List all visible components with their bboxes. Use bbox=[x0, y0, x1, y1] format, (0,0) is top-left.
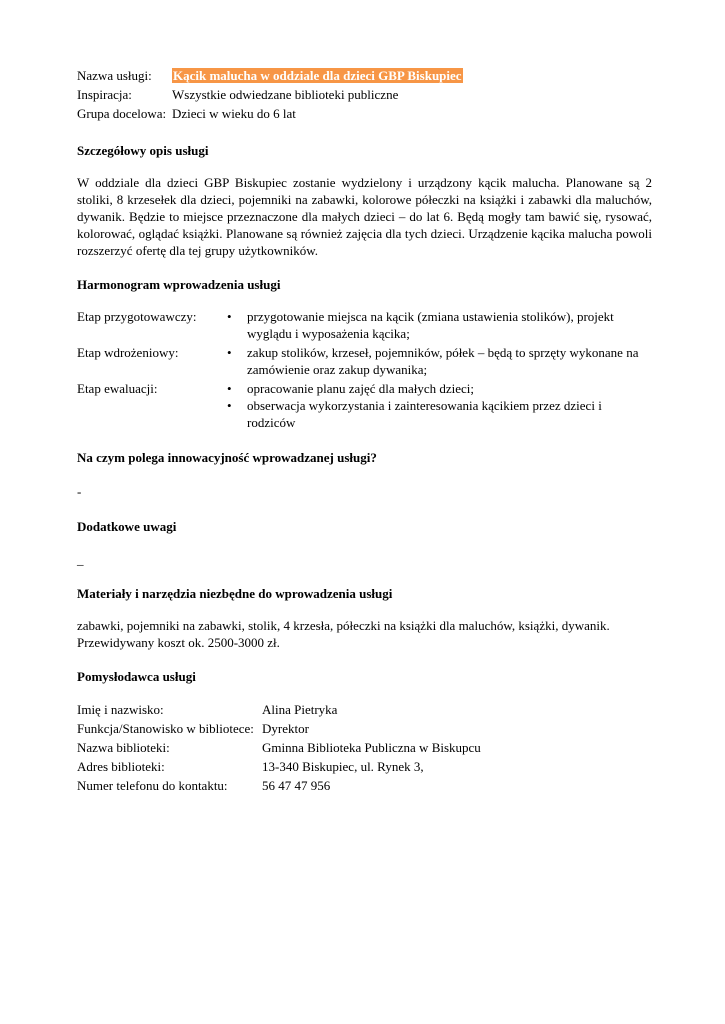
materials-text: zabawki, pojemniki na zabawki, stolik, 4 krzesła, półeczki na książki dla maluchów, książki, dywanik. Przewidywany koszt ok. 2500-3000 zł. bbox=[77, 618, 610, 650]
stage-items bbox=[227, 344, 652, 378]
stage-label: Etap przygotowawczy: bbox=[77, 309, 197, 324]
materials-heading: Materiały i narzędzia niezbędne do wprowadzenia usługi bbox=[77, 586, 393, 601]
inspiration-value: Wszystkie odwiedzane biblioteki publiczne bbox=[172, 87, 399, 102]
author-role-label: Funkcja/Stanowisko w bibliotece: bbox=[77, 721, 254, 736]
bullet-icon: • bbox=[227, 381, 232, 396]
library-address-label: Adres biblioteki: bbox=[77, 759, 165, 774]
service-name-row bbox=[77, 66, 652, 85]
author-role-value: Dyrektor bbox=[262, 721, 309, 736]
stage-item-text: zakup stolików, krzeseł, pojemników, półek – będą to sprzęty wykonane na zamówienie oraz zakup dywanika; bbox=[247, 345, 639, 377]
innovation-heading: Na czym polega innowacyjność wprowadzanej usługi? bbox=[77, 450, 377, 465]
stage-item-text: obserwacja wykorzystania i zainteresowania kącikiem przez dzieci i rodziców bbox=[247, 398, 602, 430]
description-text: W oddziale dla dzieci GBP Biskupiec zostanie wydzielony i urządzony kącik malucha. Planowane są 2 stoliki, 8 krzesełek dla dzieci, pojemniki na zabawki, kolorowe półeczki na książki i zabawki dla maluchów, dywanik. Będzie to miejsce przeznaczone dla małych dzieci – do lat 6. Będą mogły tam bawić się, rysować, kolorować, oglądać książki. Planowane są również zajęcia dla tych dzieci. Urządzenie kącika malucha powoli rozszerzyć ofertę dla tej grupy użytkowników. bbox=[77, 175, 652, 258]
author-role-row bbox=[77, 719, 652, 738]
author-name-row bbox=[77, 700, 652, 719]
description-heading: Szczegółowy opis usługi bbox=[77, 143, 209, 158]
bullet-icon: • bbox=[227, 345, 232, 360]
bullet-icon: • bbox=[227, 309, 232, 324]
library-name-row bbox=[77, 738, 652, 757]
target-group-value: Dzieci w wieku do 6 lat bbox=[172, 106, 296, 121]
stage-items bbox=[227, 308, 652, 342]
schedule-stage bbox=[77, 380, 652, 431]
library-address-row bbox=[77, 757, 652, 776]
stage-label: Etap wdrożeniowy: bbox=[77, 345, 179, 360]
remarks-heading: Dodatkowe uwagi bbox=[77, 519, 177, 534]
schedule-heading: Harmonogram wprowadzenia usługi bbox=[77, 277, 281, 292]
document-page bbox=[77, 66, 652, 795]
service-name-value: Kącik malucha w oddziale dla dzieci GBP Biskupiec bbox=[173, 68, 462, 83]
author-name-label: Imię i nazwisko: bbox=[77, 702, 164, 717]
author-heading: Pomysłodawca usługi bbox=[77, 669, 196, 684]
innovation-text: - bbox=[77, 484, 82, 499]
list-item bbox=[227, 308, 652, 342]
phone-row bbox=[77, 776, 652, 795]
library-name-label: Nazwa biblioteki: bbox=[77, 740, 170, 755]
header-block bbox=[77, 66, 652, 123]
stage-items bbox=[227, 380, 652, 431]
list-item bbox=[227, 397, 652, 431]
author-name-value: Alina Pietryka bbox=[262, 702, 338, 717]
phone-value: 56 47 47 956 bbox=[262, 778, 331, 793]
inspiration-row bbox=[77, 85, 652, 104]
schedule-stage bbox=[77, 308, 652, 342]
library-address-value: 13-340 Biskupiec, ul. Rynek 3, bbox=[262, 759, 424, 774]
library-name-value: Gminna Biblioteka Publiczna w Biskupcu bbox=[262, 740, 481, 755]
remarks-text: _ bbox=[77, 552, 84, 567]
stage-label: Etap ewaluacji: bbox=[77, 381, 158, 396]
author-contact bbox=[77, 700, 652, 795]
target-group-label: Grupa docelowa: bbox=[77, 106, 167, 121]
service-name-label: Nazwa usługi: bbox=[77, 68, 152, 83]
list-item bbox=[227, 380, 652, 397]
bullet-icon: • bbox=[227, 398, 232, 413]
stage-item-text: opracowanie planu zajęć dla małych dzieci; bbox=[247, 381, 475, 396]
target-group-row bbox=[77, 104, 652, 123]
schedule-table bbox=[77, 308, 652, 431]
stage-item-text: przygotowanie miejsca na kącik (zmiana ustawienia stolików), projekt wyglądu i wyposażenia kącika; bbox=[247, 309, 614, 341]
phone-label: Numer telefonu do kontaktu: bbox=[77, 778, 228, 793]
schedule-stage bbox=[77, 344, 652, 378]
inspiration-label: Inspiracja: bbox=[77, 87, 132, 102]
list-item bbox=[227, 344, 652, 378]
